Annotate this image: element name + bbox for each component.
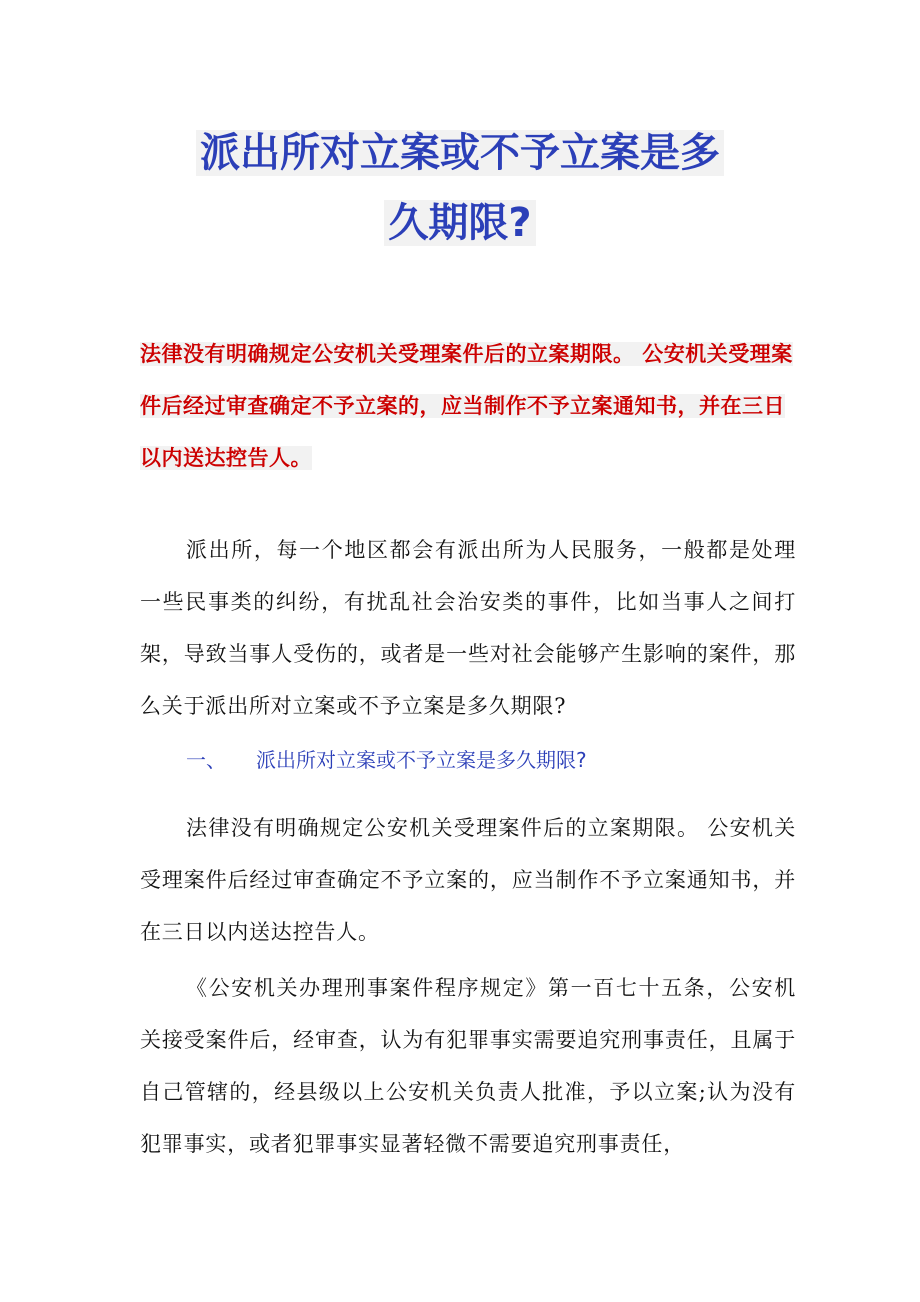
document-title [100,118,820,258]
law-paragraph: 《公安机关办理刑事案件程序规定》第一百七十五条，公安机关接受案件后，经审查，认为有犯罪事实需要追究刑事责任，且属于自己管辖的，经县级以上公安机关负责人批准，予以立案;认为没有犯罪事实，或者犯罪事实显著轻微不需要追究刑事责任， [140,976,796,1156]
section-number: 一、 [186,748,226,772]
section-heading-text: 派出所对立案或不予立案是多久期限? [256,748,587,772]
summary-text: 法律没有明确规定公安机关受理案件后的立案期限。 公安机关受理案件后经过审查确定不予立案的，应当制作不予立案通知书，并在三日以内送达控告人。 [140,342,793,470]
intro-paragraph: 派出所，每一个地区都会有派出所为人民服务，一般都是处理一些民事类的纠纷，有扰乱社会治安类的事件，比如当事人之间打架，导致当事人受伤的，或者是一些对社会能够产生影响的案件，那么关于派出所对立案或不予立案是多久期限? [140,538,796,718]
title-line-1: 派出所对立案或不予立案是多 [196,130,724,176]
title-line-2: 久期限? [384,200,535,246]
section-heading [186,734,587,786]
answer-paragraph: 法律没有明确规定公安机关受理案件后的立案期限。 公安机关受理案件后经过审查确定不予立案的，应当制作不予立案通知书，并在三日以内送达控告人。 [140,816,796,944]
summary-paragraph [140,328,800,484]
